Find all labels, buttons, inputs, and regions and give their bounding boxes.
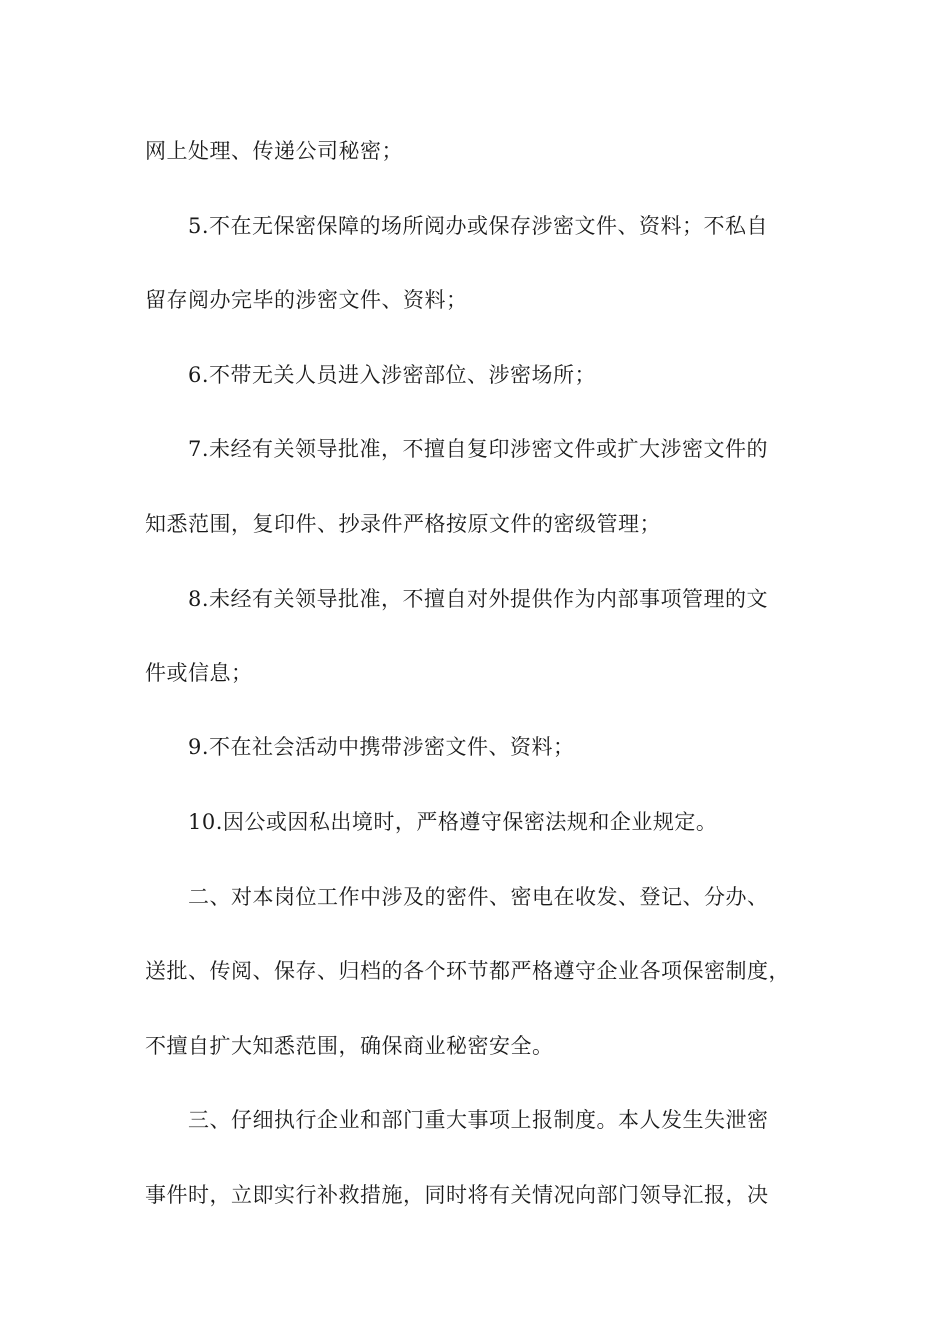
text-line: 留存阅办完毕的涉密文件、资料； <box>145 288 468 312</box>
text-line: 送批、传阅、保存、归档的各个环节都严格遵守企业各项保密制度， <box>145 959 790 983</box>
text-line: 二、对本岗位工作中涉及的密件、密电在收发、登记、分办、 <box>188 885 769 909</box>
text-line: 6.不带无关人员进入涉密部位、涉密场所； <box>188 363 597 387</box>
text-line: 不擅自扩大知悉范围，确保商业秘密安全。 <box>145 1034 554 1058</box>
text-line: 7.未经有关领导批准，不擅自复印涉密文件或扩大涉密文件的 <box>188 437 769 461</box>
text-line: 5.不在无保密保障的场所阅办或保存涉密文件、资料；不私自 <box>188 214 769 238</box>
text-line: 9.不在社会活动中携带涉密文件、资料； <box>188 735 575 759</box>
text-line: 三、仔细执行企业和部门重大事项上报制度。本人发生失泄密 <box>188 1108 769 1132</box>
text-line: 8.未经有关领导批准，不擅自对外提供作为内部事项管理的文 <box>188 587 769 611</box>
text-line: 知悉范围，复印件、抄录件严格按原文件的密级管理； <box>145 512 661 536</box>
text-line: 事件时，立即实行补救措施，同时将有关情况向部门领导汇报，决 <box>145 1183 769 1207</box>
text-line: 网上处理、传递公司秘密； <box>145 139 403 163</box>
text-line: 件或信息； <box>145 661 253 685</box>
text-line: 10.因公或因私出境时，严格遵守保密法规和企业规定。 <box>188 810 718 834</box>
